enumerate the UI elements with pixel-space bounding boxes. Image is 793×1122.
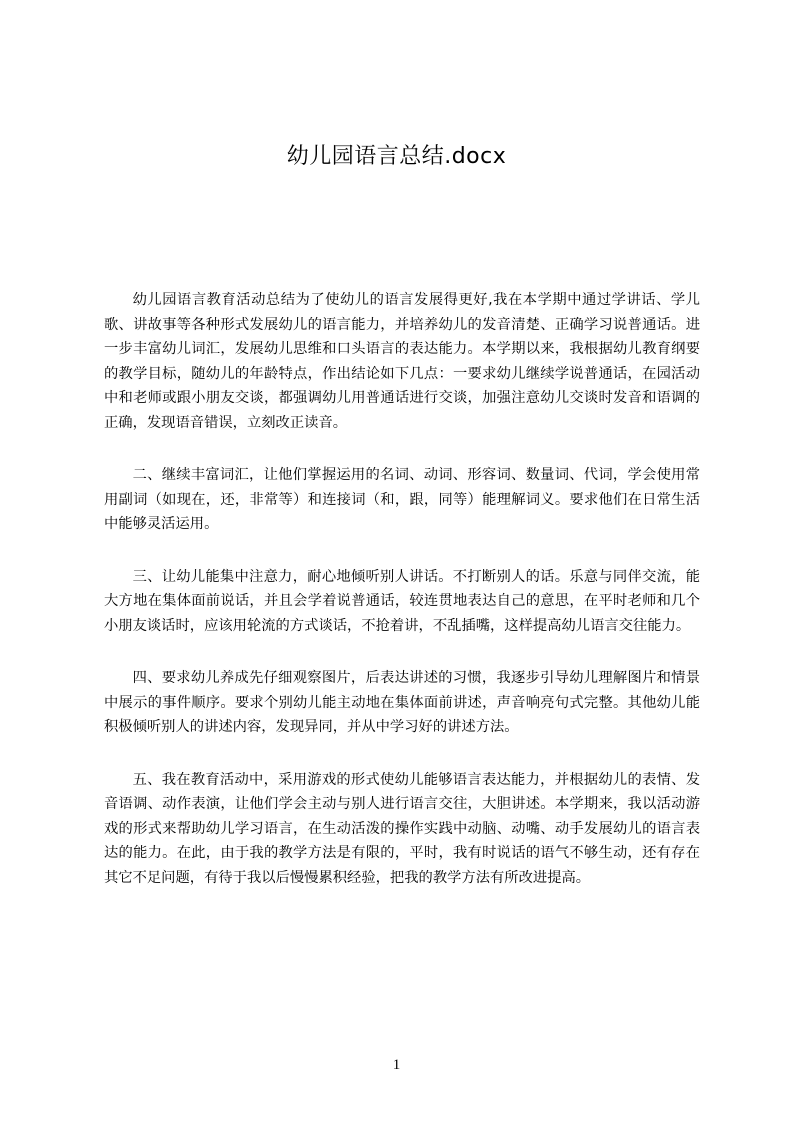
paragraph-vocabulary: 二、继续丰富词汇，让他们掌握运用的名词、动词、形容词、数量词、代词，学会使用常用副词（如现在，还，非常等）和连接词（和，跟，同等）能理解词义。要求他们在日常生活中能够灵活运用。 [104, 467, 700, 532]
document-body [104, 288, 700, 918]
paragraph-listening: 三、让幼儿能集中注意力，耐心地倾听别人讲话。不打断别人的话。乐意与同伴交流，能大方地在集体面前说话，并且会学着说普通话，较连贯地表达自己的意思，在平时老师和几个小朋友谈话时，应该用轮流的方式谈话，不抢着讲，不乱插嘴，这样提高幼儿语言交往能力。 [104, 568, 700, 634]
paragraph-games: 五、我在教育活动中，采用游戏的形式使幼儿能够语言表达能力，并根据幼儿的表情、发音语调、动作表演，让他们学会主动与别人进行语言交往，大胆讲述。本学期来，我以活动游戏的形式来帮助幼儿学习语言，在生动活泼的操作实践中动脑、动嘴、动手发展幼儿的语言表达的能力。在此，由于我的教学方法是有限的，平时，我有时说话的语气不够生动，还有存在其它不足问题，有待于我以后慢慢累积经验，把我的教学方法有所改进提高。 [104, 771, 700, 886]
paragraph-intro: 幼儿园语言教育活动总结为了使幼儿的语言发展得更好,我在本学期中通过学讲话、学儿歌、讲故事等各种形式发展幼儿的语言能力，并培养幼儿的发音清楚、正确学习说普通话。进一步丰富幼儿词汇，发展幼儿思维和口头语言的表达能力。本学期以来，我根据幼儿教育纲要的教学目标，随幼儿的年龄特点，作出结论如下几点：一要求幼儿继续学说普通话，在园活动中和老师或跟小朋友交谈，都强调幼儿用普通话进行交谈，加强注意幼儿交谈时发音和语调的正确，发现语音错误，立刻改正读音。 [104, 292, 700, 431]
page-number: 1 [392, 1057, 401, 1073]
document-title: 幼儿园语言总结.docx [286, 144, 507, 169]
paragraph-picture-observation: 四、要求幼儿养成先仔细观察图片，后表达讲述的习惯，我逐步引导幼儿理解图片和情景中展示的事件顺序。要求个别幼儿能主动地在集体面前讲述，声音响亮句式完整。其他幼儿能积极倾听别人的讲述内容，发现异同，并从中学习好的讲述方法。 [104, 670, 700, 735]
